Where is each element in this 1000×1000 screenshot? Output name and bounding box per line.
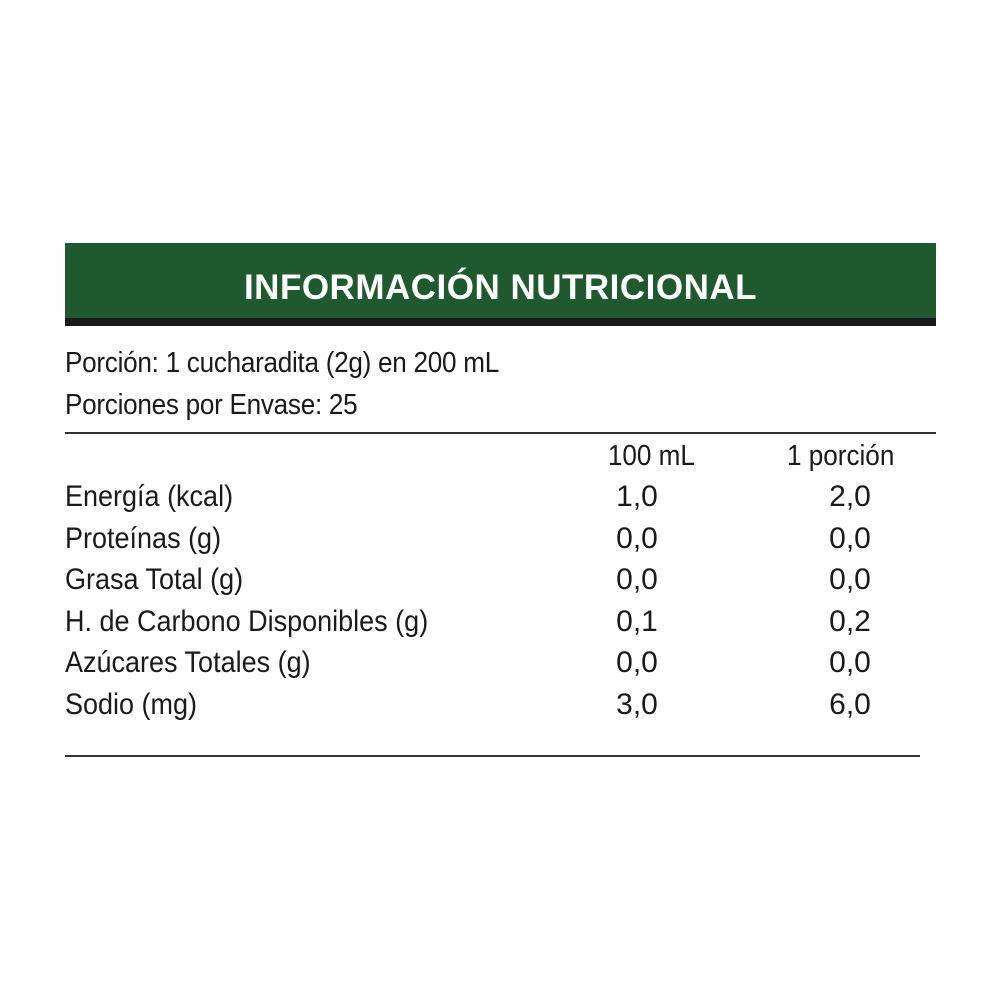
value-per-100ml: 0,0: [616, 521, 658, 555]
column-headers: [65, 434, 936, 478]
value-per-portion: 0,0: [829, 646, 871, 679]
value-per-100ml: 3,0: [616, 687, 658, 721]
value-per-100ml: 1,0: [616, 480, 658, 513]
header-divider: [65, 318, 936, 326]
serving-portion: Porción: 1 cucharadita (2g) en 200 mL: [65, 347, 499, 379]
table-row: [65, 478, 936, 520]
value-per-portion: 0,2: [829, 604, 871, 638]
value-per-100ml: 0,0: [616, 563, 658, 596]
value-per-100ml: 0,0: [616, 646, 658, 679]
column-header-portion: 1 porción: [786, 440, 895, 472]
column-header-100ml: 100 mL: [607, 440, 695, 472]
nutrient-rows: [65, 478, 936, 727]
nutrient-label: Sodio (mg): [65, 687, 198, 721]
table-row: [65, 561, 936, 603]
table-row: [65, 603, 936, 645]
page-title: INFORMACIÓN NUTRICIONAL: [243, 268, 758, 307]
nutrient-label: Proteínas (g): [65, 521, 222, 555]
bottom-divider: [65, 755, 920, 757]
table-row: [65, 644, 936, 686]
nutrition-header: [65, 243, 936, 318]
nutrient-label: Grasa Total (g): [65, 563, 244, 596]
value-per-portion: 6,0: [829, 687, 871, 721]
value-per-portion: 0,0: [829, 563, 871, 596]
serving-info: [65, 326, 849, 426]
table-row: [65, 520, 936, 562]
nutrient-label: Azúcares Totales (g): [65, 646, 311, 679]
value-per-100ml: 0,1: [616, 604, 658, 638]
value-per-portion: 2,0: [829, 480, 871, 513]
nutrient-label: Energía (kcal): [65, 480, 234, 513]
table-row: [65, 686, 936, 728]
nutrition-label: [65, 243, 936, 727]
servings-per-container: Porciones por Envase: 25: [65, 389, 358, 421]
value-per-portion: 0,0: [829, 521, 871, 555]
nutrient-label: H. de Carbono Disponibles (g): [65, 604, 429, 638]
